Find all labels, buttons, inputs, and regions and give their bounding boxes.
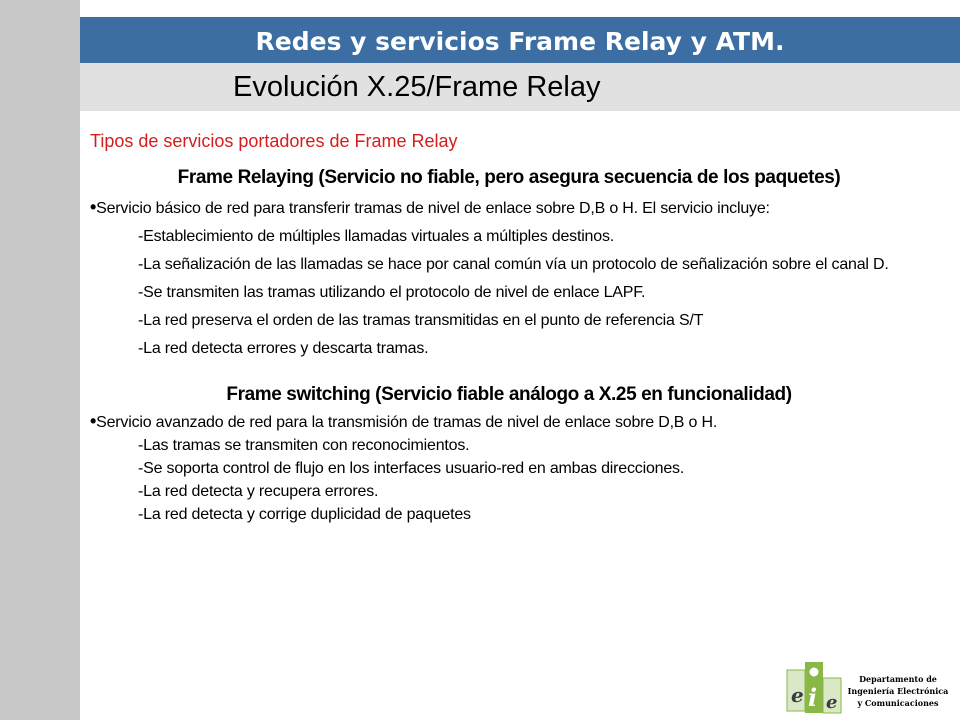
bullet-text: Servicio avanzado de red para la transmisión de tramas de nivel de enlace sobre D,B o H. (96, 414, 718, 431)
list-item: -Se soporta control de flujo en los interfaces usuario-red en ambas direcciones. (138, 460, 685, 477)
list-item: -Se transmiten las tramas utilizando el protocolo de nivel de enlace LAPF. (138, 284, 646, 301)
department-caption (842, 673, 954, 709)
slide-title: Redes y servicios Frame Relay y ATM. (255, 27, 785, 56)
eie-logo-icon (783, 660, 845, 715)
logo-letter-i: i (808, 683, 818, 712)
section-label: Tipos de servicios portadores de Frame Relay (90, 131, 458, 151)
bullet-icon: • (90, 197, 97, 217)
logo-letter-e: e (791, 683, 804, 707)
left-sidebar-bar (0, 0, 80, 720)
list-item: -Establecimiento de múltiples llamadas virtuales a múltiples destinos. (138, 228, 615, 245)
bullet-paragraph (90, 410, 928, 434)
list-item: -La red detecta y corrige duplicidad de paquetes (138, 506, 471, 523)
slide-subtitle: Evolución X.25/Frame Relay (233, 71, 601, 103)
department-line: Departamento de (859, 674, 937, 684)
service-heading-frame-relaying: Frame Relaying (Servicio no fiable, pero asegura secuencia de los paquetes) (177, 167, 841, 188)
bullet-paragraph (90, 193, 928, 223)
list-item: -La señalización de las llamadas se hace por canal común vía un protocolo de señalización sobre el canal D. (138, 256, 889, 273)
list-item: -La red detecta errores y descarta tramas. (138, 340, 429, 357)
department-line: Ingeniería Electrónica (847, 686, 949, 696)
list-item: -La red preserva el orden de las tramas transmitidas en el punto de referencia S/T (138, 312, 704, 329)
bullet-icon: • (90, 411, 97, 431)
logo-letter-e2: e (826, 692, 838, 713)
list-item: -La red detecta y recupera errores. (138, 483, 379, 500)
department-line: y Comunicaciones (857, 698, 939, 708)
slide-content (90, 130, 928, 526)
bullet-text: Servicio básico de red para transferir tramas de nivel de enlace sobre D,B o H. El servicio incluye: (96, 200, 770, 217)
list-item: -Las tramas se transmiten con reconocimientos. (138, 437, 470, 454)
section-spacer (90, 363, 928, 383)
service-heading-frame-switching: Frame switching (Servicio fiable análogo a X.25 en funcionalidad) (226, 384, 792, 405)
